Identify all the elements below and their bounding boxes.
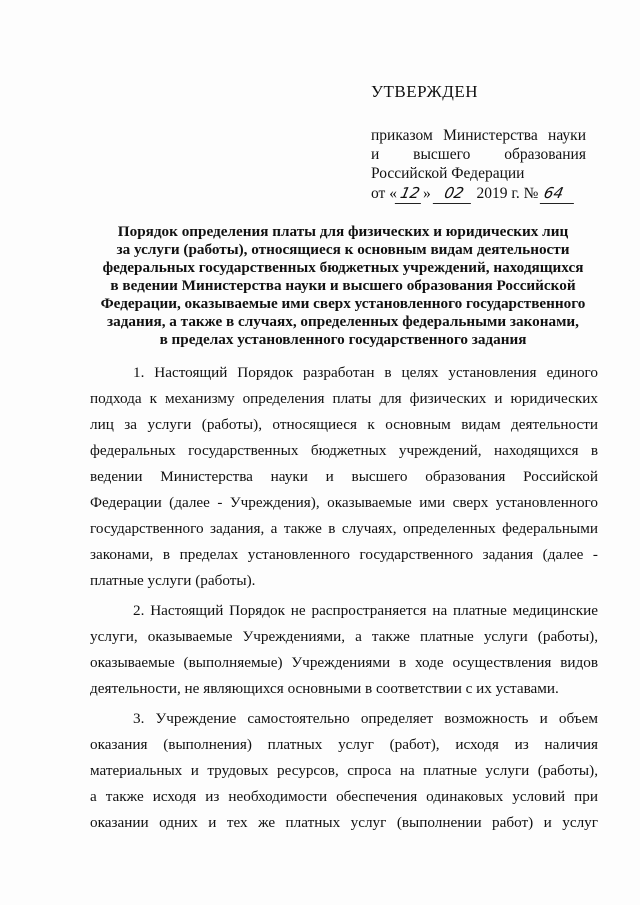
approval-line: приказом Министерства науки xyxy=(371,127,586,144)
title-line: федеральных государственных бюджетных учреждений, находящихся xyxy=(102,259,584,276)
approval-line: Российской Федерации xyxy=(371,165,525,182)
paragraph-1-line: государственного задания, а также в случаях, определенных федеральными xyxy=(90,520,598,537)
title-line: за услуги (работы), относящиеся к основным видам деятельности xyxy=(116,241,570,258)
order-day-handwritten: 12 xyxy=(395,183,425,204)
paragraph-1-line: подхода к механизму определения платы для физических и юридических xyxy=(90,390,598,407)
document-body xyxy=(90,360,598,836)
paragraph-1-line: законами, в пределах установленного государственного задания (далее - xyxy=(90,546,598,563)
paragraph-2-line: услуги, оказываемые Учреждениями, а также платные услуги (работы), xyxy=(90,628,598,645)
approval-line: и высшего образования xyxy=(371,146,586,163)
paragraph-1-line: Федерации (далее - Учреждения), оказываемые ими сверх установленного xyxy=(90,494,598,511)
order-prefix: от « xyxy=(371,185,397,202)
paragraph-3-line: а также исходя из необходимости обеспечения одинаковых условий при xyxy=(90,788,598,805)
order-number-handwritten: 64 xyxy=(540,183,578,204)
paragraph-1-line: лиц за услуги (работы), относящиеся к основным видам деятельности xyxy=(90,416,598,433)
paragraph-3-line: 3. Учреждение самостоятельно определяет возможность и объем xyxy=(133,710,598,727)
paragraph-2-line: деятельности, не являющихся основными в соответствии с их уставами. xyxy=(90,680,559,697)
paragraph-3-line: материальных и трудовых ресурсов, спроса на платные услуги (работы), xyxy=(90,762,598,779)
paragraph-2-line: 2. Настоящий Порядок не распространяется на платные медицинские xyxy=(133,602,598,619)
approval-block xyxy=(371,82,586,204)
title-line: Порядок определения платы для физических и юридических лиц xyxy=(117,223,569,240)
paragraph-3-line: оказании одних и тех же платных услуг (выполнении работ) и услуг xyxy=(90,814,598,831)
order-year: 2019 г. № xyxy=(476,185,539,202)
paragraph-1-line: ведении Министерства науки и высшего образования Российской xyxy=(90,468,598,485)
document-title xyxy=(88,223,598,349)
paragraph-3-line: оказания (выполнения) платных услуг (работ), исходя из наличия xyxy=(90,736,598,753)
paragraph-1-line: федеральных государственных бюджетных учреждений, находящихся в xyxy=(90,442,598,459)
paragraph-2-line: оказываемые (выполняемые) Учреждениями в ходе осуществления видов xyxy=(90,654,598,671)
paragraph-1-line: платные услуги (работы). xyxy=(90,572,256,589)
order-month-handwritten: 02 xyxy=(432,183,474,204)
order-mid: » xyxy=(422,185,431,202)
title-line: в пределах установленного государственного задания xyxy=(159,331,527,348)
title-line: задания, а также в случаях, определенных федеральными законами, xyxy=(107,313,579,330)
title-line: в ведении Министерства науки и высшего образования Российской xyxy=(110,277,576,294)
paragraph-1-line: 1. Настоящий Порядок разработан в целях установления единого xyxy=(133,364,598,381)
order-date-line xyxy=(371,183,586,204)
title-line: Федерации, оказываемые ими сверх установленного государственного xyxy=(100,295,586,312)
approval-title: УТВЕРЖДЕН xyxy=(371,82,478,101)
